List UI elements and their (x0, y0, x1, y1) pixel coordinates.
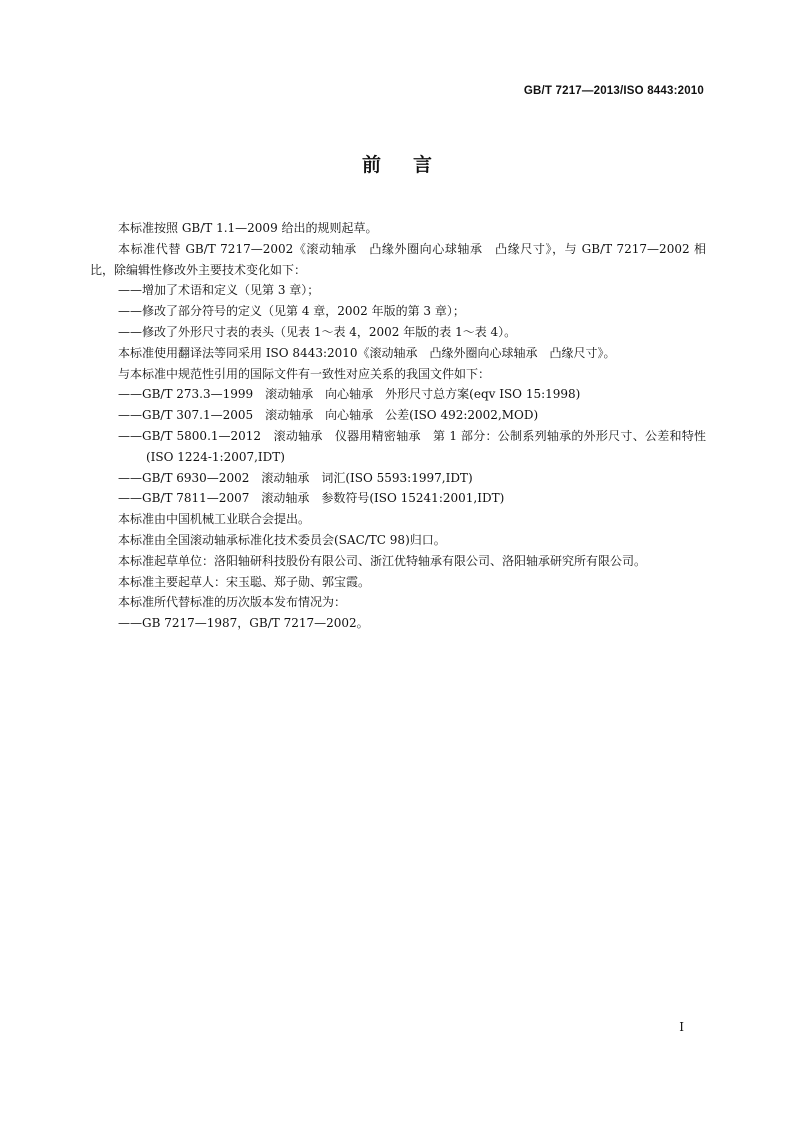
change-item: ——修改了外形尺寸表的表头（见表 1～表 4，2002 年版的表 1～表 4）。 (118, 324, 517, 339)
change-item: ——修改了部分符号的定义（见第 4 章，2002 年版的第 3 章）； (118, 304, 465, 319)
page-title: 前言 (361, 154, 464, 176)
page-number: I (679, 1020, 684, 1034)
standard-code: GB/T 7217—2013/ISO 8443:2010 (523, 85, 704, 97)
paragraph-adoption: 本标准使用翻译法等同采用 ISO 8443:2010《滚动轴承 凸缘外圈向心球轴承 凸缘尺寸》。 (118, 345, 616, 360)
reference-item: ——GB/T 7811—2007 滚动轴承 参数符号(ISO 15241:2001,IDT) (118, 491, 505, 506)
change-item: ——增加了术语和定义（见第 3 章）； (118, 283, 320, 298)
reference-item: ——GB/T 307.1—2005 滚动轴承 向心轴承 公差(ISO 492:2002,MOD) (118, 408, 539, 423)
paragraph-replacement: 本标准代替 GB/T 7217—2002《滚动轴承 凸缘外圈向心球轴承 凸缘尺寸》，与 GB/T 7217—2002 相比，除编辑性修改外主要技术变化如下： (90, 241, 706, 277)
paragraph-drafting-units: 本标准起草单位：洛阳轴研科技股份有限公司、浙江优特轴承有限公司、洛阳轴承研究所有限公司。 (118, 553, 647, 568)
paragraph-drafting-rules: 本标准按照 GB/T 1.1—2009 给出的规则起草。 (118, 221, 378, 235)
reference-item: ——GB/T 273.3—1999 滚动轴承 向心轴承 外形尺寸总方案(eqv ISO 15:1998) (118, 387, 581, 402)
paragraph-drafters: 本标准主要起草人：宋玉聪、郑子勋、郭宝霞。 (118, 574, 371, 589)
paragraph-history-intro: 本标准所代替标准的历次版本发布情况为： (118, 595, 347, 610)
document-body (90, 218, 706, 634)
paragraph-committee: 本标准由全国滚动轴承标准化技术委员会(SAC/TC 98)归口。 (118, 532, 446, 547)
reference-item: ——GB/T 6930—2002 滚动轴承 词汇(ISO 5593:1997,IDT) (118, 470, 473, 485)
paragraph-references-intro: 与本标准中规范性引用的国际文件有一致性对应关系的我国文件如下： (118, 366, 491, 381)
history-item: ——GB 7217—1987，GB/T 7217—2002。 (118, 616, 369, 631)
paragraph-proposer: 本标准由中国机械工业联合会提出。 (118, 512, 311, 527)
reference-item: ——GB/T 5800.1—2012 滚动轴承 仪器用精密轴承 第 1 部分：公制系列轴承的外形尺寸、公差和特性(ISO 1224-1:2007,IDT) (118, 428, 706, 464)
